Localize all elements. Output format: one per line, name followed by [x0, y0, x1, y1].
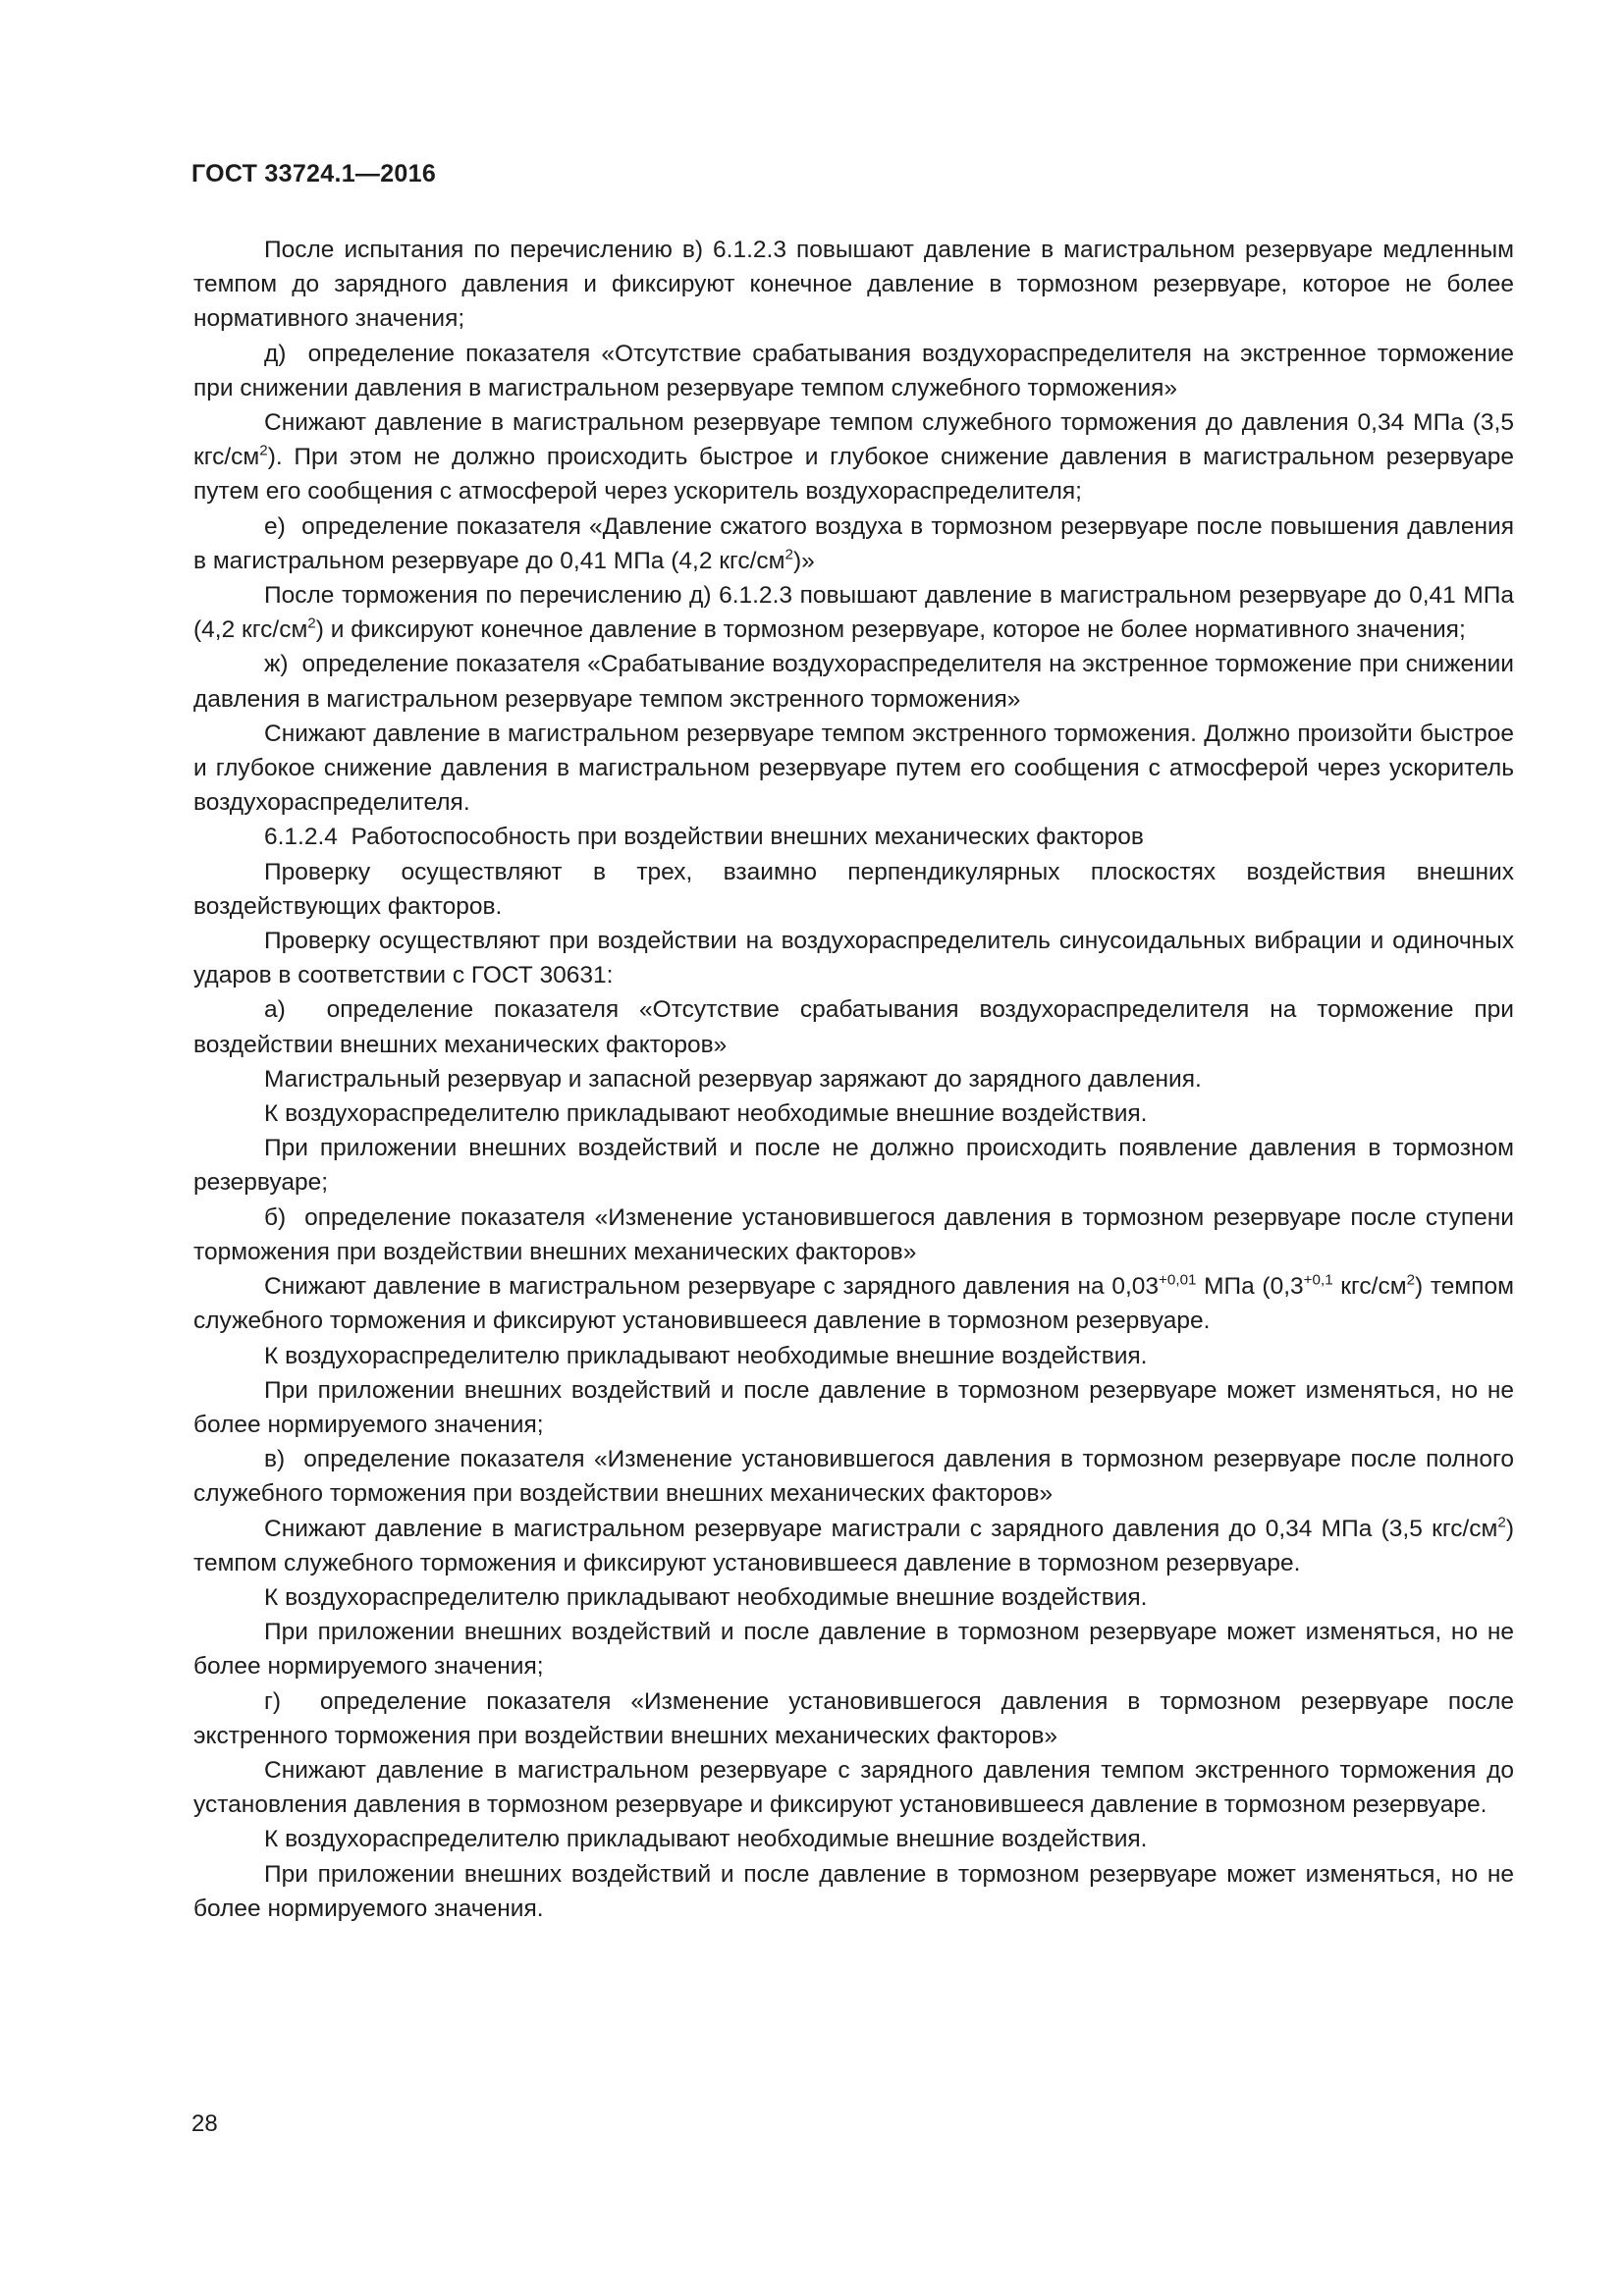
- paragraph: в) определение показателя «Изменение установившегося давления в тормозном резервуаре после полного служебного торможения при воздействии внешних механических факторов»: [193, 1446, 1514, 1508]
- paragraph: Магистральный резервуар и запасной резервуар заряжают до зарядного давления.: [264, 1065, 1202, 1093]
- paragraph: е) определение показателя «Давление сжатого воздуха в тормозном резервуаре после повышения давления в магистральном резервуаре до 0,41 МПа (4,2 кгс/$см^2$)»: [193, 512, 1514, 574]
- paragraph: При приложении внешних воздействий и после давление в тормозном резервуаре может изменяться, но не более нормируемого значения.: [193, 1860, 1514, 1922]
- paragraph: ж) определение показателя «Срабатывание воздухораспределителя на экстренное торможение при снижении давления в магистральном резервуаре темпом экстренного торможения»: [193, 651, 1514, 713]
- paragraph: а) определение показателя «Отсутствие срабатывания воздухораспределителя на торможение при воздействии внешних механических факторов»: [193, 996, 1514, 1058]
- paragraph: После торможения по перечислению д) 6.1.2.3 повышают давление в магистральном резервуаре до 0,41 МПа (4,2 кгс/$см^2$) и фиксируют конечное давление в тормозном резервуаре, которое не более нормативного значения;: [193, 582, 1514, 644]
- paragraph: д) определение показателя «Отсутствие срабатывания воздухораспределителя на экстренное торможение при снижении давления в магистральном резервуаре темпом служебного торможения»: [193, 340, 1514, 401]
- paragraph: б) определение показателя «Изменение установившегося давления в тормозном резервуаре после ступени торможения при воздействии внешних механических факторов»: [193, 1203, 1514, 1265]
- paragraph: Проверку осуществляют при воздействии на воздухораспределитель синусоидальных вибрации и одиночных ударов в соответствии с ГОСТ 30631:: [193, 928, 1514, 989]
- section-heading: 6.1.2.4 Работоспособность при воздействии внешних механических факторов: [264, 824, 1144, 851]
- document-body: [193, 233, 1514, 1926]
- paragraph: К воздухораспределителю прикладывают необходимые внешние воздействия.: [264, 1342, 1148, 1369]
- paragraph: Снижают давление в магистральном резервуаре магистрали с зарядного давления до 0,34 МПа (3,5 кгс/$см^2$) темпом служебного торможения и фиксируют установившееся давление в тормозном резервуаре.: [193, 1514, 1514, 1576]
- paragraph: г) определение показателя «Изменение установившегося давления в тормозном резервуаре после экстренного торможения при воздействии внешних механических факторов»: [193, 1687, 1514, 1749]
- paragraph: Снижают давление в магистральном резервуаре темпом экстренного торможения. Должно произойти быстрое и глубокое снижение давления в магистральном резервуаре путем его сообщения с атмосферой через ускоритель воздухораспределителя.: [193, 720, 1514, 817]
- paragraph: При приложении внешних воздействий и после давление в тормозном резервуаре может изменяться, но не более нормируемого значения;: [193, 1619, 1514, 1681]
- page-number: 28: [191, 2110, 218, 2137]
- paragraph: Снижают давление в магистральном резервуаре с зарядного давления темпом экстренного торможения до установления давления в тормозном резервуаре и фиксируют установившееся давление в тормозном резервуаре.: [193, 1756, 1514, 1819]
- paragraph: Проверку осуществляют в трех, взаимно перпендикулярных плоскостях воздействия внешних воздействующих факторов.: [193, 858, 1514, 920]
- paragraph: Снижают давление в магистральном резервуаре темпом служебного торможения до давления 0,34 МПа (3,5 кгс/$см^2$). При этом не должно происходить быстрое и глубокое снижение давления в магистральном резервуаре путем его сообщения с атмосферой через ускоритель воздухораспределителя;: [193, 409, 1514, 506]
- paragraph: К воздухораспределителю прикладывают необходимые внешние воздействия.: [264, 1100, 1148, 1128]
- paragraph: К воздухораспределителю прикладывают необходимые внешние воздействия.: [264, 1583, 1148, 1611]
- paragraph: При приложении внешних воздействий и после не должно происходить появление давления в тормозном резервуаре;: [193, 1135, 1514, 1197]
- paragraph: К воздухораспределителю прикладывают необходимые внешние воздействия.: [264, 1826, 1148, 1853]
- paragraph: При приложении внешних воздействий и после давление в тормозном резервуаре может изменяться, но не более нормируемого значения;: [193, 1376, 1514, 1438]
- document-header: ГОСТ 33724.1—2016: [191, 160, 437, 187]
- paragraph: Снижают давление в магистральном резервуаре с зарядного давления на $0,03^{+0,01}$ МПа ($0,3^{+0,1}$ кгс/$см^2$) темпом служебного торможения и фиксируют установившееся давление в тормозном резервуаре.: [193, 1271, 1515, 1335]
- paragraph: После испытания по перечислению в) 6.1.2.3 повышают давление в магистральном резервуаре медленным темпом до зарядного давления и фиксируют конечное давление в тормозном резервуаре, которое не более нормативного значения;: [193, 237, 1514, 333]
